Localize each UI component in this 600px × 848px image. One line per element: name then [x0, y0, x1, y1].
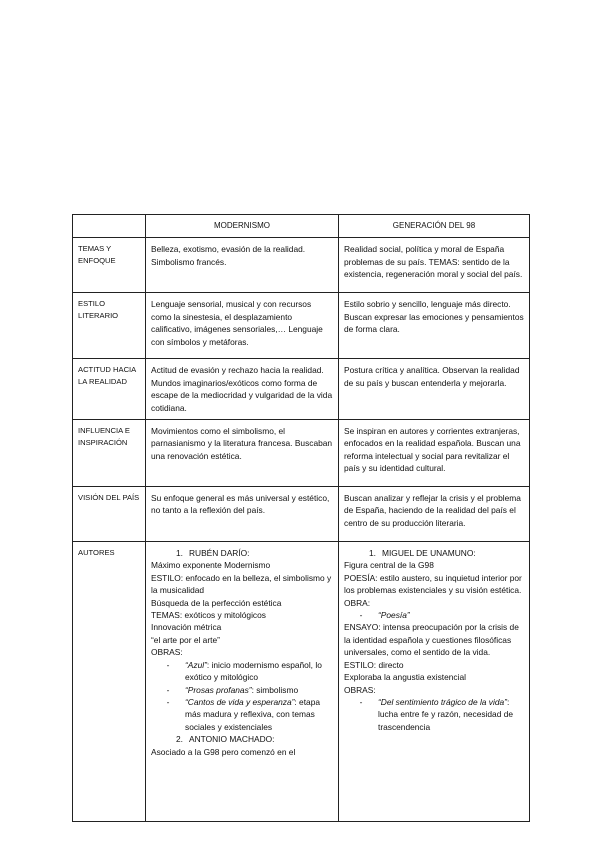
list-item	[151, 659, 333, 684]
table-row-autores	[73, 542, 530, 822]
row-label-influencia: INFLUENCIA E INSPIRACIÓN	[73, 420, 146, 487]
list-item	[151, 684, 333, 696]
obras-label: OBRAS:	[151, 647, 183, 658]
row-label-vision: VISIÓN DEL PAÍS	[73, 487, 146, 542]
row-label-actitud: ACTITUD HACIA LA REALIDAD	[73, 359, 146, 420]
cell-modernismo-estilo: Lenguaje sensorial, musical y con recursos como la sinestesia, el desplazamiento calificativo, imágenes sensoriales,… Lenguaje con símbolos y metáforas.	[146, 293, 339, 359]
bullet-dash: -	[359, 610, 363, 621]
table-row	[73, 359, 530, 420]
table-row	[73, 420, 530, 487]
author-name: ANTONIO MACHADO:	[189, 734, 275, 745]
author-number: 2.	[176, 734, 183, 745]
text-line: Innovación métrica	[151, 622, 222, 633]
text-line: “el arte por el arte”	[151, 634, 220, 645]
table-row	[73, 238, 530, 293]
work-description: : lucha entre fe y razón, necesidad de trascendencia	[378, 696, 514, 732]
author-number: 1.	[369, 548, 376, 559]
obra-label: OBRA:	[344, 597, 371, 608]
list-item	[344, 696, 524, 733]
cell-g98-vision: Buscan analizar y reflejar la crisis y el problema de España, haciendo de la realidad del país el centro de su producción literaria.	[339, 487, 530, 542]
cell-g98-influencia: Se inspiran en autores y corrientes extranjeras, enfocados en la realidad española. Buscan una reforma intelectual y social para revitalizar el país y su identidad cultural.	[339, 420, 530, 487]
list-item	[151, 696, 333, 733]
author-name: MIGUEL DE UNAMUNO:	[382, 548, 476, 559]
cell-modernismo-autores	[146, 542, 339, 822]
text-line: Exploraba la angustia existencial	[344, 672, 466, 683]
work-title: “Prosas profanas”	[185, 684, 252, 695]
work-description: : etapa más madura y reflexiva, con temas sociales y existenciales	[185, 696, 321, 732]
text-line: ESTILO: enfocado en la belleza, el simbolismo y la musicalidad	[151, 572, 332, 596]
work-title: “Poesía”	[378, 610, 410, 621]
text-line: Figura central de la G98	[344, 560, 434, 571]
text-line: Búsqueda de la perfección estética	[151, 597, 282, 608]
obras-label: OBRAS:	[344, 684, 376, 695]
work-title: “Del sentimiento trágico de la vida”	[378, 696, 507, 707]
table-row	[73, 293, 530, 359]
list-item	[344, 609, 524, 621]
author-heading	[151, 547, 333, 559]
text-line: ESTILO: directo	[344, 659, 404, 670]
header-row	[73, 215, 530, 238]
bullet-dash: -	[359, 696, 363, 707]
text-line: Máximo exponente Modernismo	[151, 560, 271, 571]
author-heading	[344, 547, 524, 559]
cell-modernismo-actitud: Actitud de evasión y rechazo hacia la realidad. Mundos imaginarios/exóticos como forma de escape de la mediocridad y vulgaridad de la vida cotidiana.	[146, 359, 339, 420]
text-line: ENSAYO: intensa preocupación por la crisis de la identidad española y cuestiones filosóficas universales, como el sentido de la vida.	[344, 622, 519, 658]
bullet-dash: -	[166, 684, 170, 695]
work-title: “Azul”	[185, 659, 207, 670]
work-title: “Cantos de vida y esperanza”	[185, 696, 295, 707]
text-line: Asociado a la G98 pero comenzó en el	[151, 746, 296, 757]
bullet-dash: -	[166, 659, 170, 670]
work-description: : simbolismo	[251, 684, 299, 695]
text-line: POESÍA: estilo austero, su inquietud interior por los problemas existenciales y su visión estética.	[344, 572, 522, 596]
cell-modernismo-vision: Su enfoque general es más universal y estético, no tanto a la reflexión del país.	[146, 487, 339, 542]
author-heading	[151, 733, 333, 745]
bullet-dash: -	[166, 696, 170, 707]
cell-g98-estilo: Estilo sobrio y sencillo, lenguaje más directo. Buscan expresar las emociones y pensamientos de forma clara.	[339, 293, 530, 359]
row-label-temas: TEMAS Y ENFOQUE	[73, 238, 146, 293]
cell-modernismo-temas: Belleza, exotismo, evasión de la realidad. Simbolismo francés.	[146, 238, 339, 293]
comparison-table	[72, 214, 530, 822]
header-empty-cell	[73, 215, 146, 238]
author-number: 1.	[176, 548, 183, 559]
table-row	[73, 487, 530, 542]
author-name: RUBÉN DARÍO:	[189, 548, 250, 559]
header-generacion-98: GENERACIÓN DEL 98	[339, 215, 530, 238]
cell-modernismo-influencia: Movimientos como el simbolismo, el parnasianismo y la literatura francesa. Buscaban una renovación estética.	[146, 420, 339, 487]
cell-g98-actitud: Postura crítica y analítica. Observan la realidad de su país y buscan entenderla y mejorarla.	[339, 359, 530, 420]
cell-g98-autores	[339, 542, 530, 822]
work-description: : inicio modernismo español, lo exótico y mitológico	[185, 659, 322, 683]
text-line: TEMAS: exóticos y mitológicos	[151, 610, 266, 621]
row-label-autores: AUTORES	[73, 542, 146, 822]
header-modernismo: MODERNISMO	[146, 215, 339, 238]
row-label-estilo: ESTILO LITERARIO	[73, 293, 146, 359]
cell-g98-temas: Realidad social, política y moral de España problemas de su país. TEMAS: sentido de la existencia, regeneración moral y social del país.	[339, 238, 530, 293]
